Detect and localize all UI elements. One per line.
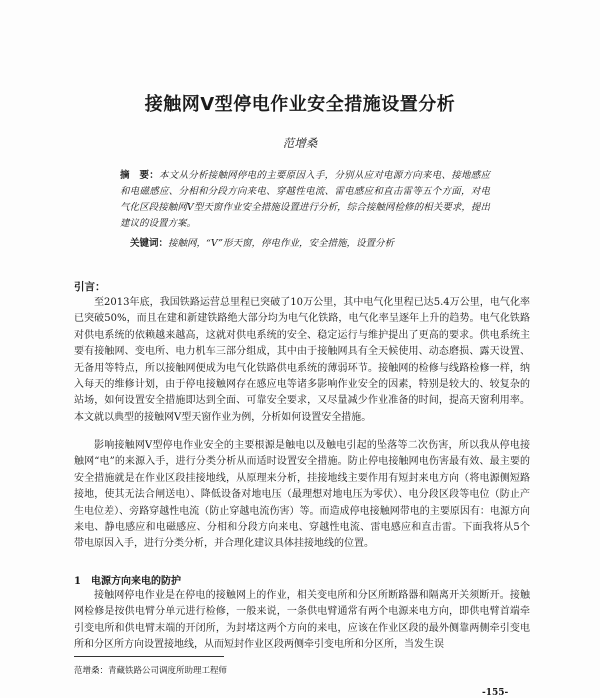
paper-title: 接触网V型停电作业安全措施设置分析 <box>144 94 456 115</box>
body-paragraph <box>74 438 530 553</box>
page-number: -155- <box>482 688 509 698</box>
paragraph-text: 接触网停电作业是在停电的接触网上的作业，相关变电所和分区所断路器和隔离开关须断开。接触网检修是按供电臂分单元进行检修，一般来说，一条供电臂通常有两个电源来电方向，即供电臂首端牵引变电所和供电臂末端的开闭所，为封堵这两个方向的来电，应该在作业区段的最外侧靠两侧牵引变电所和分区所方向设置接地线，从而短封作业区段两侧牵引变电所和分区所，当发生误 <box>74 590 530 651</box>
abstract <box>120 168 490 232</box>
author-name: 范增桑 <box>282 136 318 150</box>
keywords <box>130 236 490 252</box>
abstract-text: 本文从分析接触网停电的主要原因入手，分别从应对电源方向来电、接地感应和电磁感应、分相和分段方向来电、穿越性电流、雷电感应和直击雷等五个方面，对电气化区段接触网V型天窗作业安全措施设置进行分析，综合接触网检修的相关要求，提出建议的设置方案。 <box>120 170 490 229</box>
footnote-divider <box>74 656 224 657</box>
footnote: 范增桑：青藏铁路公司调度所助理工程师 <box>74 666 228 676</box>
paragraph-text: 至2013年底，我国铁路运营总里程已突破了10万公里，其中电气化里程已达5.4万公里，电气化率已突破50%，而且在建和新建铁路绝大部分均为电气化铁路，电气化率呈逐年上升的趋势。电气化铁路对供电系统的依赖越来越高，这就对供电系统的安全、稳定运行与维护提出了更高的要求。供电系统主要有接触网、变电所、电力机车三部分组成，其中由于接触网具有全天候使用、动态磨损、露天设置、无备用等特点，所以接触网便成为电气化铁路供电系统的薄弱环节。接触网的检修与线路检修一样，纳入每天的维修计划，由于停电接触网存在感应电等诸多影响作业安全的因素，特别是较大的、较复杂的站场，如何设置安全措施即达到全面、可靠安全要求，又尽量减少作业准备的时间，提高天窗利用率。本文就以典型的接触网V型天窗作业为例，分析如何设置安全措施。 <box>74 297 530 423</box>
keywords-text: 接触网，“V”形天窗，停电作业，安全措施，设置分析 <box>168 238 394 249</box>
abstract-label: 摘 要： <box>120 170 159 181</box>
body-paragraph <box>74 588 530 654</box>
body-paragraph <box>74 295 530 426</box>
keywords-label: 关键词： <box>130 238 169 249</box>
section-heading: 1 电源方向来电的防护 <box>74 576 181 587</box>
paragraph-text: 影响接触网V型停电作业安全的主要根源是触电以及触电引起的坠落等二次伤害，所以我从停电接触网“电”的来源入手，进行分类分析从而适时设置安全措施。防止停电接触网电伤害最有效、最主要的安全措施就是在作业区段挂接地线，从原理来分析，挂接地线主要作用有短封来电方向（将电源侧短路接地，使其无法合闸送电）、降低设备对地电压（最理想对地电压为零伏）、电分段区段等电位（防止产生电位差）、旁路穿越性电流（防止穿越电流伤害）等。而造成停电接触网带电的主要原因有：电源方向来电、静电感应和电磁感应、分相和分段方向来电、穿越性电流、雷电感应和直击雷。下面我将从5个带电原因入手，进行分类分析，并合理化建议具体挂接地线的位置。 <box>74 440 530 550</box>
intro-heading: 引言： <box>74 281 106 293</box>
